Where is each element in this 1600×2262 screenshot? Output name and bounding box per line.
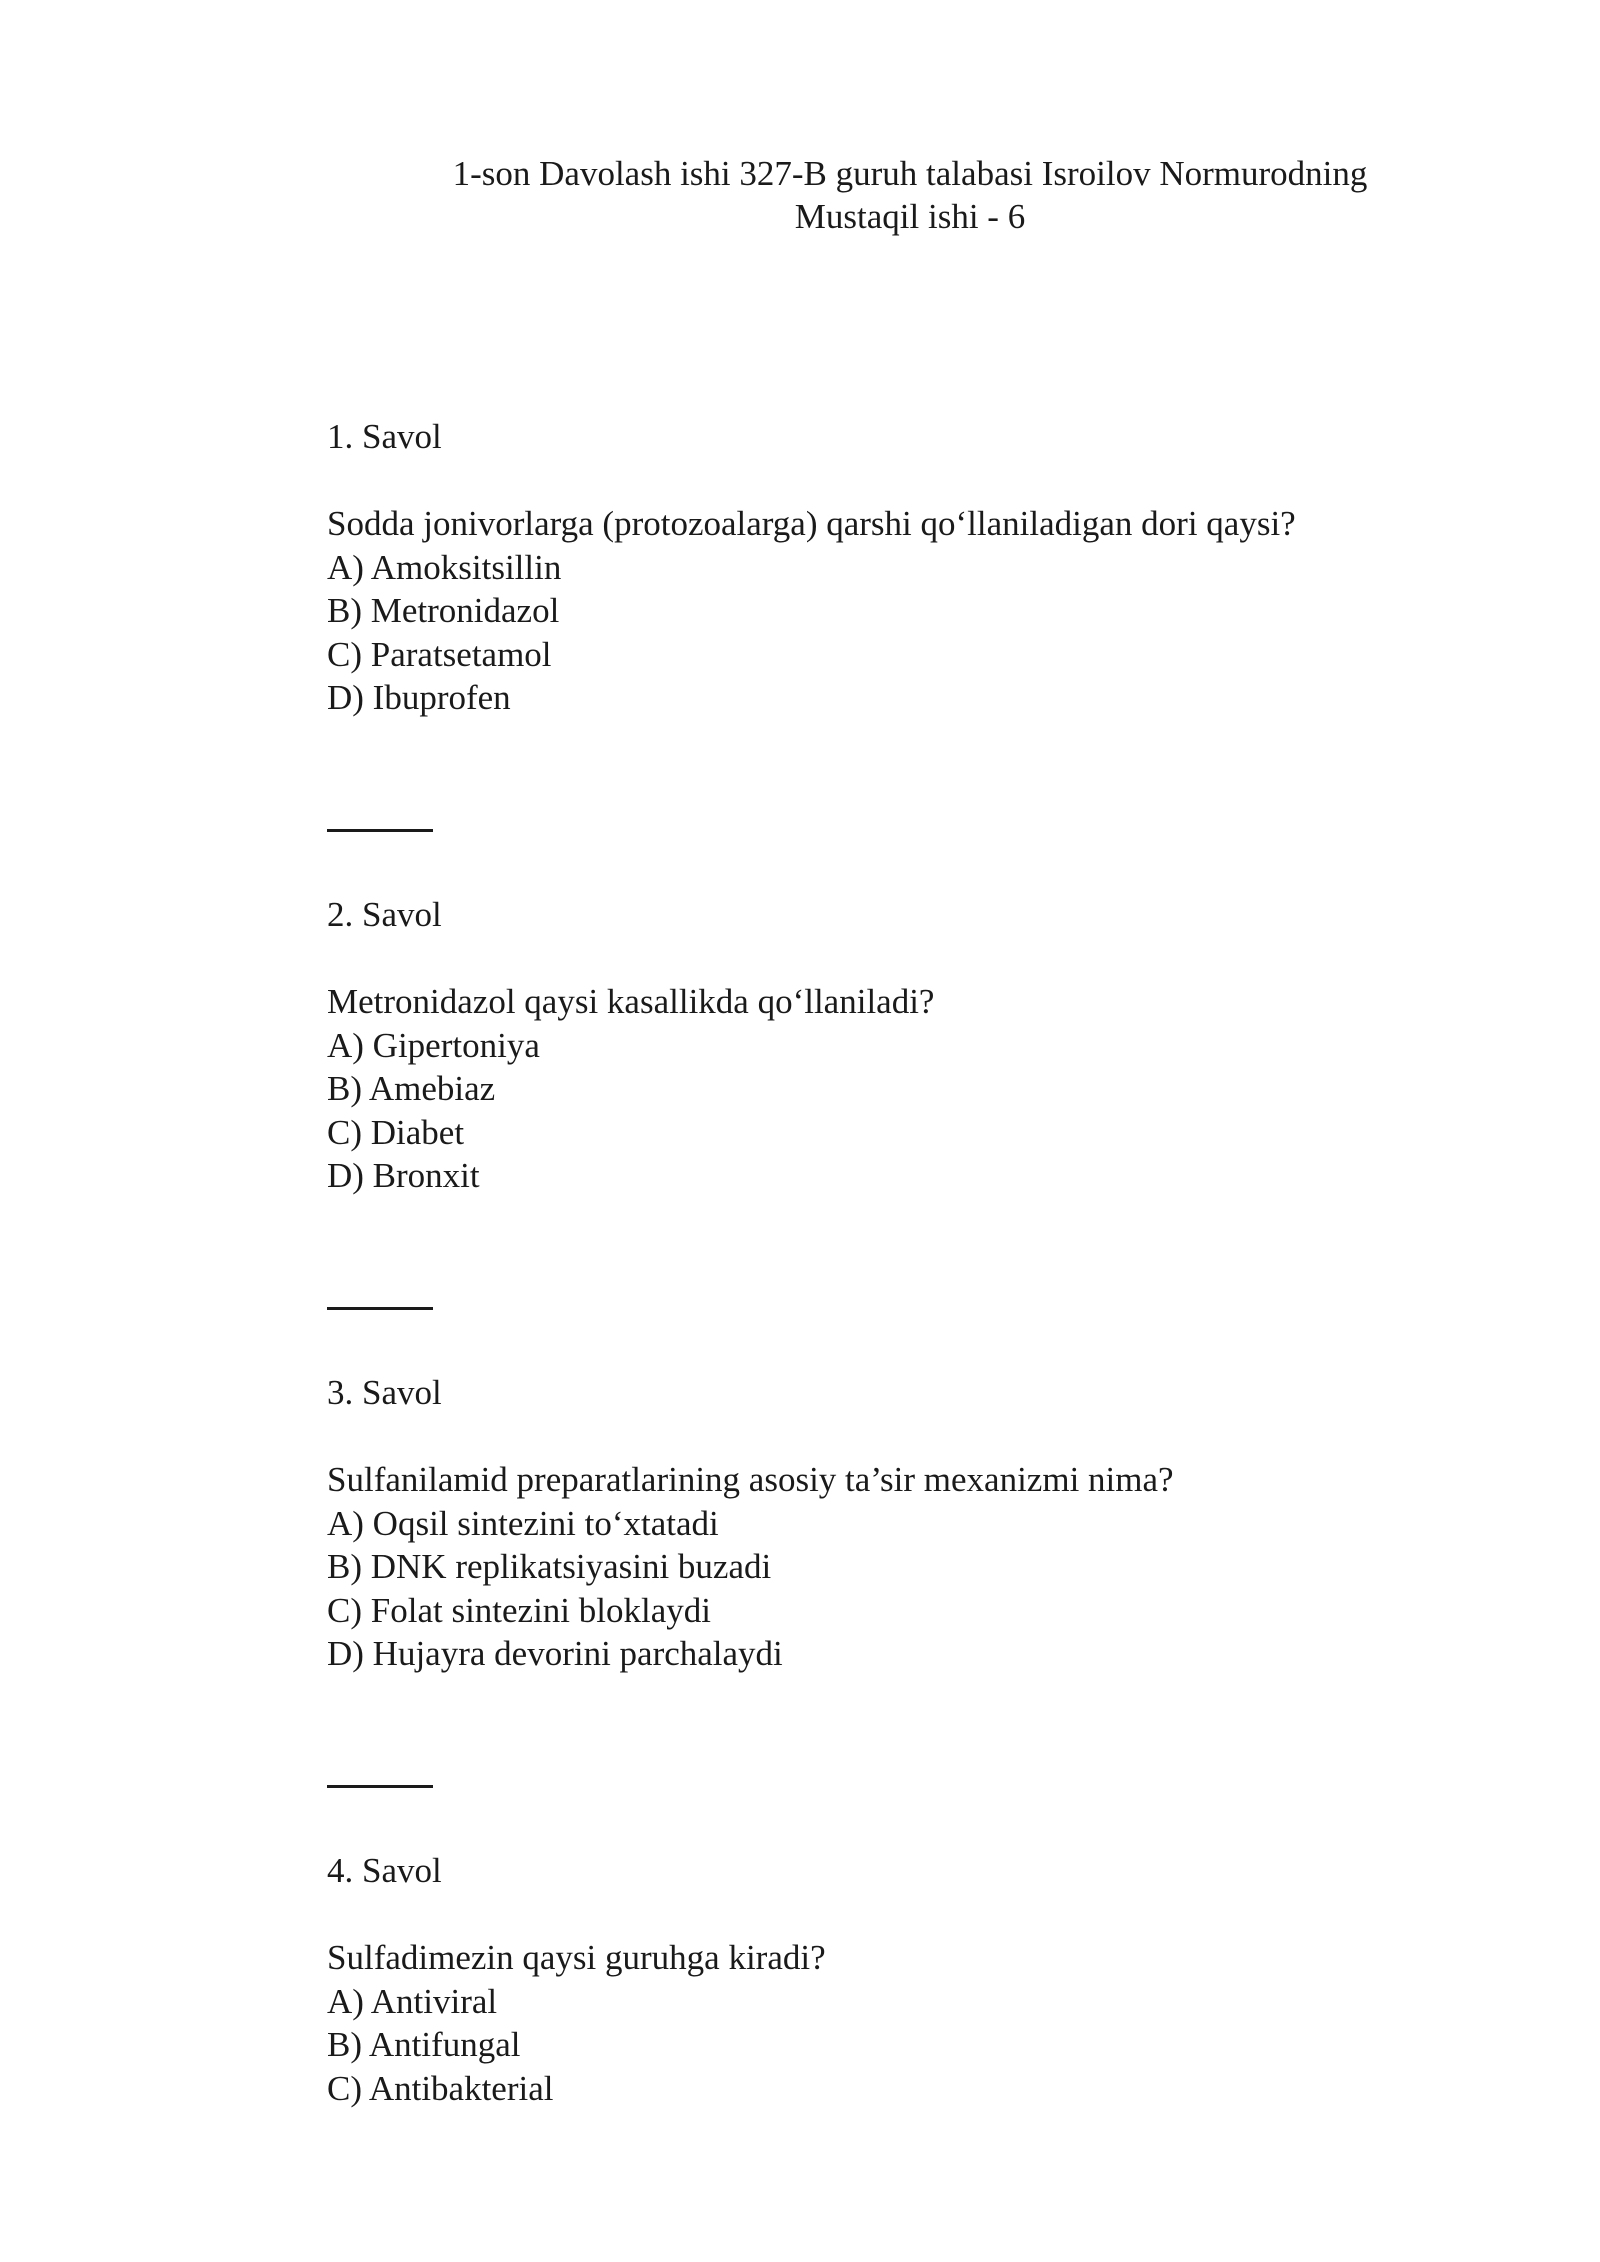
question-separator [327,829,433,832]
question-text: Metronidazol qaysi kasallikda qo‘llaniladi? [327,982,935,1021]
answer-option-c: C) Antibakterial [327,2068,554,2108]
question-text: Sulfanilamid preparatlarining asosiy ta’sir mexanizmi nima? [327,1460,1174,1499]
question-2 [327,893,1487,1198]
question-text: Sulfadimezin qaysi guruhga kiradi? [327,1938,826,1977]
answer-option-c: C) Diabet [327,1112,465,1152]
answer-option-d: D) Bronxit [327,1156,480,1195]
question-3 [327,1371,1487,1676]
header-title-line-2: Mustaqil ishi - 6 [794,197,1026,236]
question-separator [327,1785,433,1788]
document-header [330,152,1490,238]
answer-option-c: C) Paratsetamol [327,634,552,674]
question-number: 1. Savol [327,417,442,456]
answer-option-d: D) Hujayra devorini parchalaydi [327,1634,783,1673]
answer-option-b: B) Amebiaz [327,1069,496,1108]
answer-option-b: B) Metronidazol [327,591,560,630]
question-number: 4. Savol [327,1851,442,1890]
answer-option-a: A) Amoksitsillin [327,547,562,587]
answer-option-a: A) Gipertoniya [327,1025,540,1065]
answer-option-a: A) Antiviral [327,1981,498,2021]
header-title-line-1: 1-son Davolash ishi 327-B guruh talabasi Isroilov Normurodning [452,154,1368,193]
answer-option-c: C) Folat sintezini bloklaydi [327,1590,711,1630]
question-number: 3. Savol [327,1373,442,1412]
answer-option-b: B) DNK replikatsiyasini buzadi [327,1547,772,1586]
question-number: 2. Savol [327,895,442,934]
question-text: Sodda jonivorlarga (protozoalarga) qarshi qo‘llaniladigan dori qaysi? [327,504,1296,543]
question-1 [327,415,1487,720]
answer-option-d: D) Ibuprofen [327,678,511,717]
question-separator [327,1307,433,1310]
question-4 [327,1849,1487,2110]
answer-option-b: B) Antifungal [327,2025,521,2064]
answer-option-a: A) Oqsil sintezini to‘xtatadi [327,1503,719,1543]
